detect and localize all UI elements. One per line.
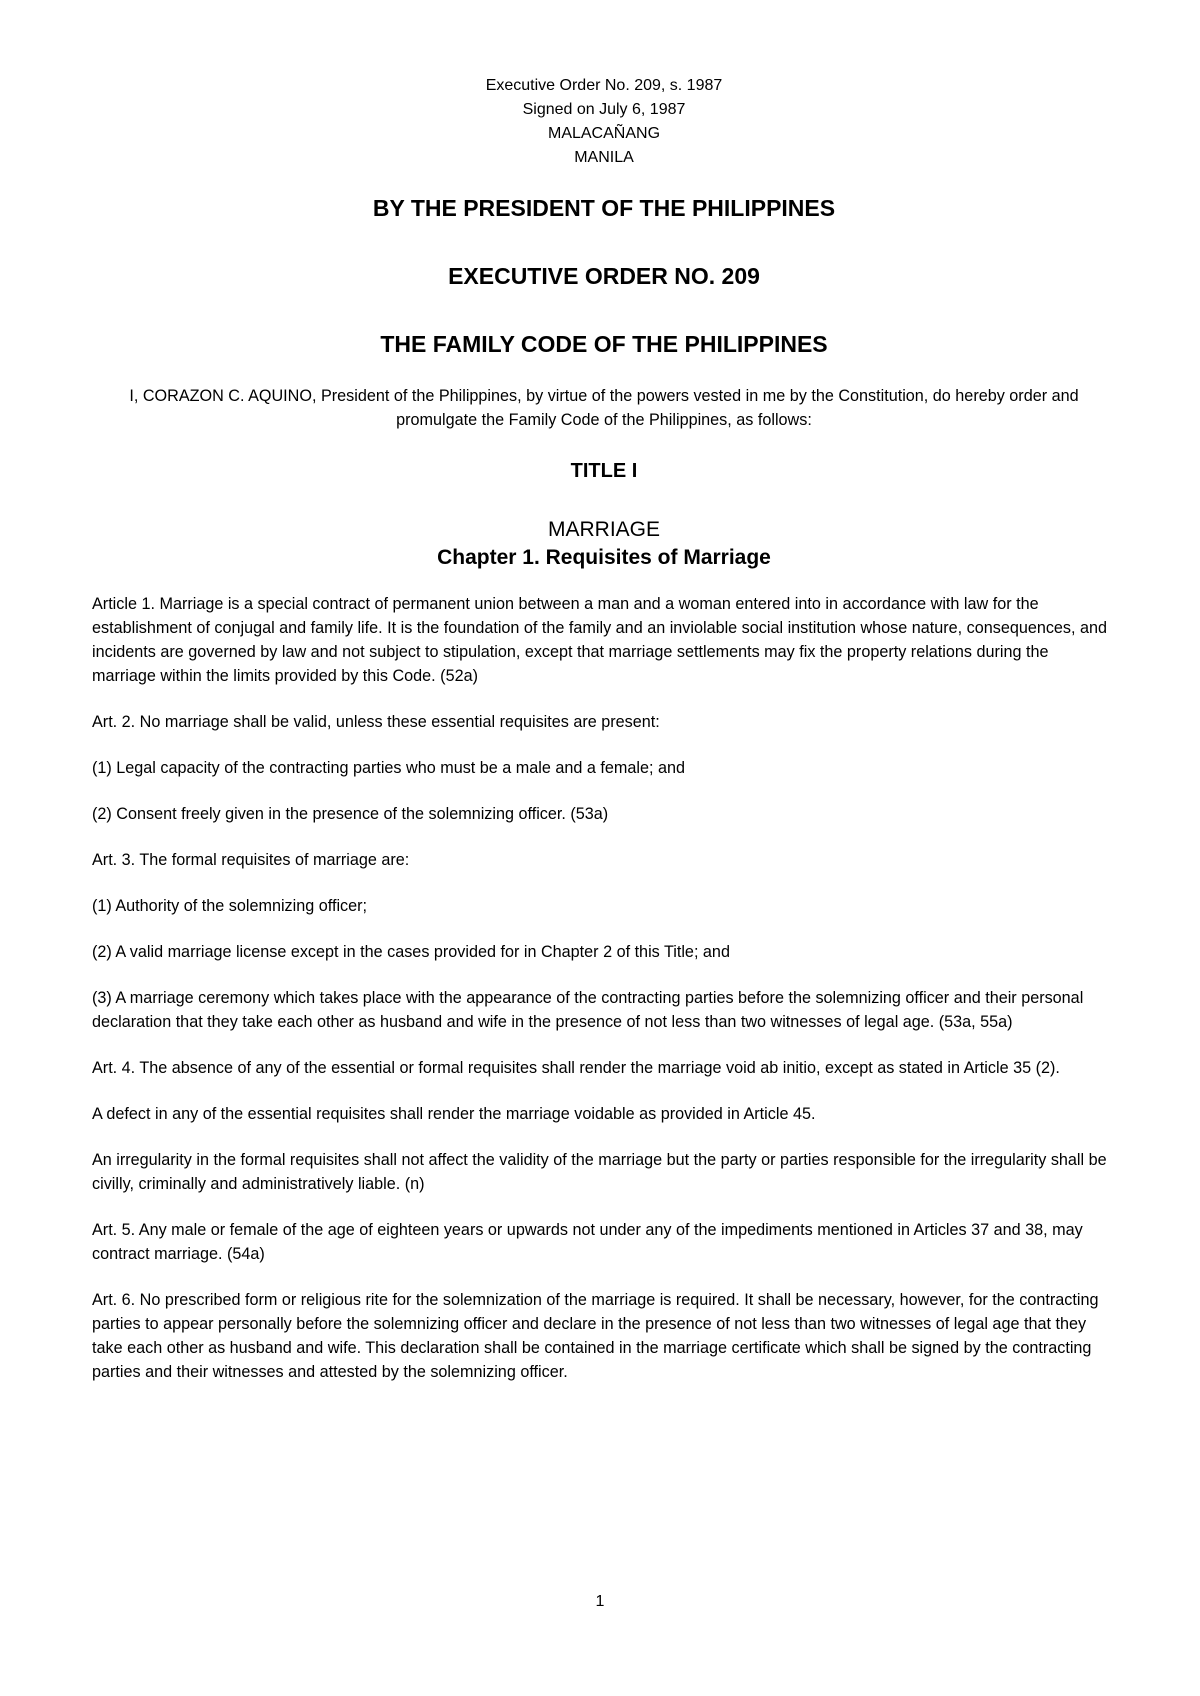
- heading-eo-wrap: [92, 262, 1116, 290]
- heading-family-code: THE FAMILY CODE OF THE PHILIPPINES: [380, 331, 828, 357]
- document-body: [92, 74, 1116, 1384]
- chapter-wrap: [92, 516, 1116, 572]
- header-city: MANILA: [574, 149, 634, 166]
- article-2: Art. 2. No marriage shall be valid, unless these essential requisites are present:: [92, 713, 660, 731]
- article-6: Art. 6. No prescribed form or religious rite for the solemnization of the marriage is required. It shall be necessary, however, for the contracting parties to appear personally before the solemnizing officer and declare in the presence of not less than two witnesses of legal age that they take each other as husband and wife. This declaration shall be contained in the marriage certificate which shall be signed by the contracting parties and their witnesses and attested by the solemnizing officer.: [92, 1291, 1099, 1381]
- article-5: Art. 5. Any male or female of the age of eighteen years or upwards not under any of the impediments mentioned in Articles 37 and 38, may contract marriage. (54a): [92, 1221, 1083, 1263]
- header-signed-date: Signed on July 6, 1987: [522, 101, 686, 118]
- article-list: [92, 592, 1116, 1384]
- heading-executive-order: EXECUTIVE ORDER NO. 209: [448, 263, 760, 289]
- article-4-irregularity: An irregularity in the formal requisites shall not affect the validity of the marriage but the party or parties responsible for the irregularity shall be civilly, criminally and administratively liable. (n): [92, 1151, 1107, 1193]
- document-header: [92, 74, 1116, 170]
- header-place: MALACAÑANG: [547, 125, 661, 142]
- header-order-number: Executive Order No. 209, s. 1987: [485, 77, 723, 94]
- marriage-heading: MARRIAGE: [547, 518, 660, 541]
- intro-wrap: [92, 384, 1116, 432]
- article-3-item-2: (2) A valid marriage license except in the cases provided for in Chapter 2 of this Title; and: [92, 943, 730, 961]
- title-wrap: [92, 458, 1116, 484]
- heading-code-wrap: [92, 330, 1116, 358]
- article-3-item-3: (3) A marriage ceremony which takes place with the appearance of the contracting parties before the solemnizing officer and their personal declaration that they take each other as husband and wife in the presence of not less than two witnesses of legal age. (53a, 55a): [92, 989, 1084, 1031]
- article-3: Art. 3. The formal requisites of marriage are:: [92, 851, 410, 869]
- article-3-item-1: (1) Authority of the solemnizing officer;: [92, 897, 368, 915]
- article-4: Art. 4. The absence of any of the essential or formal requisites shall render the marriage void ab initio, except as stated in Article 35 (2).: [92, 1059, 1060, 1077]
- chapter-heading: Chapter 1. Requisites of Marriage: [437, 546, 771, 569]
- intro-paragraph: I, CORAZON C. AQUINO, President of the Philippines, by virtue of the powers vested in me by the Constitution, do hereby order and promulgate the Family Code of the Philippines, as follows:: [129, 387, 1079, 429]
- heading-president-wrap: [92, 194, 1116, 222]
- article-2-item-1: (1) Legal capacity of the contracting parties who must be a male and a female; and: [92, 759, 685, 777]
- article-1: Article 1. Marriage is a special contract of permanent union between a man and a woman entered into in accordance with law for the establishment of conjugal and family life. It is the foundation of the family and an inviolable social institution whose nature, consequences, and incidents are governed by law and not subject to stipulation, except that marriage settlements may fix the property relations during the marriage within the limits provided by this Code. (52a): [92, 595, 1108, 685]
- title-heading: TITLE I: [570, 460, 638, 482]
- article-2-item-2: (2) Consent freely given in the presence of the solemnizing officer. (53a): [92, 805, 609, 823]
- page-number: 1: [595, 1593, 605, 1610]
- heading-president: BY THE PRESIDENT OF THE PHILIPPINES: [372, 195, 836, 221]
- article-4-defect: A defect in any of the essential requisites shall render the marriage voidable as provided in Article 45.: [92, 1105, 816, 1123]
